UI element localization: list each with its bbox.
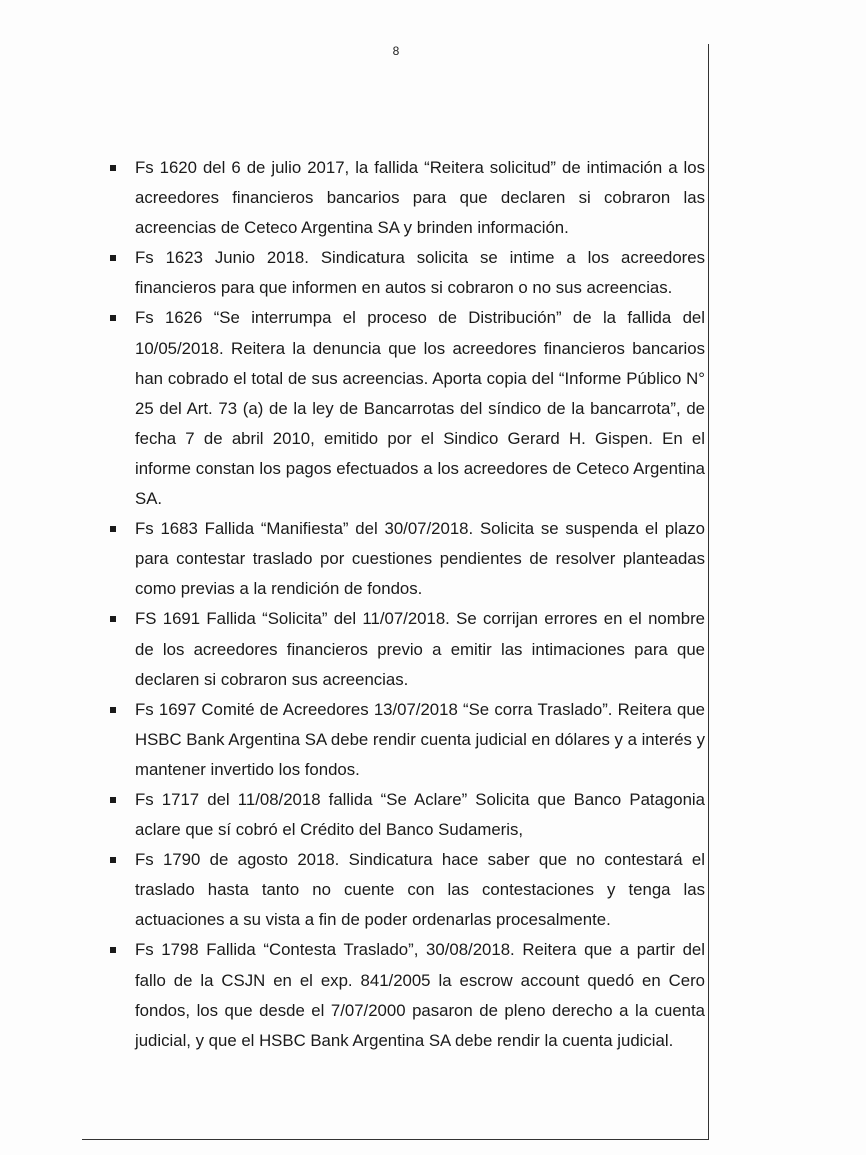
list-item bbox=[108, 514, 705, 604]
list-item bbox=[108, 153, 705, 243]
list-item-text: Fs 1697 Comité de Acreedores 13/07/2018 “Se corra Traslado”. Reitera que HSBC Bank Argentina SA debe rendir cuenta judicial en dólares y a interés y mantener invertido los fondos. bbox=[135, 699, 705, 779]
square-bullet-icon bbox=[110, 947, 116, 953]
list-item-text: Fs 1620 del 6 de julio 2017, la fallida “Reitera solicitud” de intimación a los acreedores financieros bancarios para que declaren si cobraron las acreencias de Ceteco Argentina SA y brinden información. bbox=[135, 158, 705, 238]
list-item bbox=[108, 845, 705, 935]
square-bullet-icon bbox=[110, 857, 116, 863]
square-bullet-icon bbox=[110, 526, 116, 532]
list-item-text: Fs 1683 Fallida “Manifiesta” del 30/07/2018. Solicita se suspenda el plazo para contestar traslado por cuestiones pendientes de resolver planteadas como previas a la rendición de fondos. bbox=[135, 519, 705, 599]
list-item-text: FS 1691 Fallida “Solicita” del 11/07/2018. Se corrijan errores en el nombre de los acreedores financieros previo a emitir las intimaciones para que declaren si cobraron sus acreencias. bbox=[135, 609, 705, 689]
square-bullet-icon bbox=[110, 707, 116, 713]
square-bullet-icon bbox=[110, 315, 116, 321]
list-item bbox=[108, 303, 705, 514]
list-item-text: Fs 1798 Fallida “Contesta Traslado”, 30/08/2018. Reitera que a partir del fallo de la CSJN en el exp. 841/2005 la escrow account quedó en Cero fondos, los que desde el 7/07/2000 pasaron de pleno derecho a la cuenta judicial, y que el HSBC Bank Argentina SA debe rendir la cuenta judicial. bbox=[135, 940, 705, 1050]
list-item bbox=[108, 695, 705, 785]
page-number: 8 bbox=[392, 44, 400, 58]
square-bullet-icon bbox=[110, 165, 116, 171]
list-item-text: Fs 1626 “Se interrumpa el proceso de Distribución” de la fallida del 10/05/2018. Reitera la denuncia que los acreedores financieros bancarios han cobrado el total de sus acreencias. Aporta copia del “Informe Público N° 25 del Art. 73 (a) de la ley de Bancarrotas del síndico de la bancarrota”, de fecha 7 de abril 2010, emitido por el Sindico Gerard H. Gispen. En el informe constan los pagos efectuados a los acreedores de Ceteco Argentina SA. bbox=[135, 308, 705, 509]
square-bullet-icon bbox=[110, 616, 116, 622]
list-item bbox=[108, 243, 705, 303]
square-bullet-icon bbox=[110, 255, 116, 261]
square-bullet-icon bbox=[110, 797, 116, 803]
list-item-text: Fs 1623 Junio 2018. Sindicatura solicita se intime a los acreedores financieros para que informen en autos si cobraron o no sus acreencias. bbox=[135, 248, 705, 298]
list-item bbox=[108, 604, 705, 694]
list-item bbox=[108, 935, 705, 1055]
list-item-text: Fs 1790 de agosto 2018. Sindicatura hace saber que no contestará el traslado hasta tanto no cuente con las contestaciones y tenga las actuaciones a su vista a fin de poder ordenarlas procesalmente. bbox=[135, 850, 705, 930]
docket-entries-list bbox=[108, 153, 705, 1056]
right-margin-rule bbox=[708, 44, 709, 1140]
list-item bbox=[108, 785, 705, 845]
list-item-text: Fs 1717 del 11/08/2018 fallida “Se Aclare” Solicita que Banco Patagonia aclare que sí cobró el Crédito del Banco Sudameris, bbox=[135, 789, 705, 840]
bottom-margin-rule bbox=[82, 1139, 709, 1140]
